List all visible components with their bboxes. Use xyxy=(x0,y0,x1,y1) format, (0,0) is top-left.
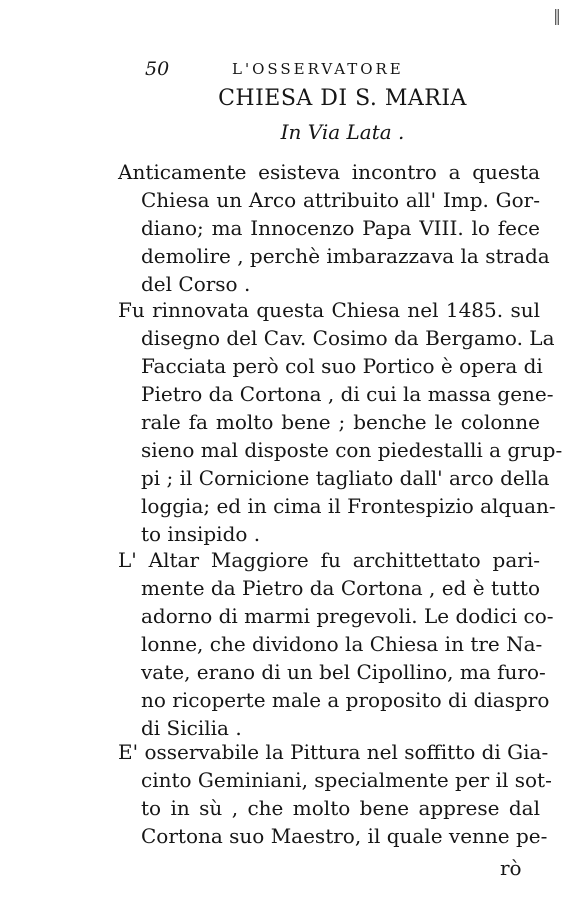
text-line: Anticamente esisteva incontro a questa xyxy=(118,160,540,184)
text-line: demolire , perchè imbarazzava la strada xyxy=(141,244,550,268)
section-subtitle: In Via Lata . xyxy=(280,120,405,144)
text-line: sieno mal disposte con piedestalli a grup- xyxy=(141,438,563,462)
text-line: Facciata però col suo Portico è opera di xyxy=(141,354,543,378)
text-line: pi ; il Cornicione tagliato dall' arco della xyxy=(141,466,550,490)
text-line: di Sicilia . xyxy=(141,716,242,740)
text-line: disegno del Cav. Cosimo da Bergamo. La xyxy=(141,326,555,350)
running-head: L'OSSERVATORE xyxy=(232,60,404,78)
text-line: del Corso . xyxy=(141,272,251,296)
text-line: diano; ma Innocenzo Papa VIII. lo fece xyxy=(141,216,540,240)
text-line: Fu rinnovata questa Chiesa nel 1485. sul xyxy=(118,298,540,322)
page-edge-mark: ‖ xyxy=(553,6,561,25)
text-line: rale fa molto bene ; benche le colonne xyxy=(141,410,540,434)
text-line: Cortona suo Maestro, il quale venne pe- xyxy=(141,824,548,848)
text-line: to in sù , che molto bene apprese dal xyxy=(141,796,540,820)
text-line: no ricoperte male a proposito di diaspro xyxy=(141,688,550,712)
catchword: rò xyxy=(500,856,522,880)
text-line: lonne, che dividono la Chiesa in tre Na- xyxy=(141,632,543,656)
text-line: adorno di marmi pregevoli. Le dodici co- xyxy=(141,604,554,628)
text-line: cinto Geminiani, specialmente per il sot- xyxy=(141,768,552,792)
text-line: to insipido . xyxy=(141,522,261,546)
text-line: Pietro da Cortona , di cui la massa gene- xyxy=(141,382,554,406)
page-number: 50 xyxy=(145,58,170,80)
text-line: mente da Pietro da Cortona , ed è tutto xyxy=(141,576,540,600)
text-line: loggia; ed in cima il Frontespizio alquan- xyxy=(141,494,556,518)
text-line: L' Altar Maggiore fu archittettato pari- xyxy=(118,548,540,572)
text-line: vate, erano di un bel Cipollino, ma furo- xyxy=(141,660,546,684)
text-line: E' osservabile la Pittura nel soffitto di Gia- xyxy=(118,740,549,764)
section-title: CHIESA DI S. MARIA xyxy=(218,86,467,111)
text-line: Chiesa un Arco attribuito all' Imp. Gor- xyxy=(141,188,540,212)
